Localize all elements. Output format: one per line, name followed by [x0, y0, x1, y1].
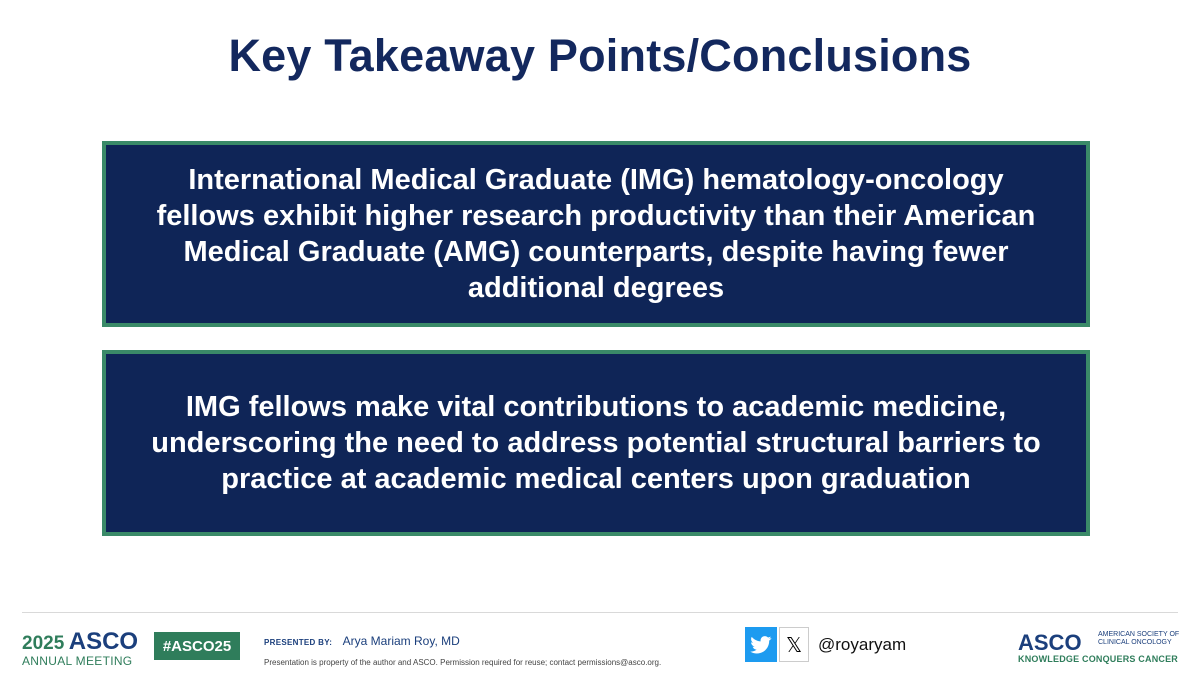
meeting-brand: ASCO: [68, 628, 139, 655]
presenter-name: Arya Mariam Roy, MD: [342, 634, 460, 648]
society-tagline: KNOWLEDGE CONQUERS CANCER: [1018, 654, 1179, 664]
takeaway-text: International Medical Graduate (IMG) hematology-oncology fellows exhibit higher research productivity than their American Medical Graduate (AMG) counterparts, despite having fewer additional degrees: [156, 164, 1036, 304]
society-brand: ASCO: [1018, 630, 1082, 655]
social-handle: @royaryam: [818, 635, 907, 654]
takeaway-box: [102, 350, 1090, 536]
footer-divider: [22, 612, 1178, 613]
asco-annual-meeting-logo: [22, 628, 142, 668]
copyright-notice: Presentation is property of the author and ASCO. Permission required for reuse; contact permissions@asco.org.: [264, 658, 662, 667]
meeting-subtitle: ANNUAL MEETING: [22, 654, 133, 668]
asco-society-logo: [1018, 630, 1180, 666]
society-name: AMERICAN SOCIETY OF CLINICAL ONCOLOGY: [1098, 631, 1180, 646]
twitter-icon: [745, 627, 777, 662]
hashtag-badge: #ASCO25: [154, 632, 240, 660]
presenter-block: [264, 632, 661, 667]
x-icon: 𝕏: [779, 627, 809, 662]
slide-title: Key Takeaway Points/Conclusions: [228, 30, 972, 81]
takeaway-text: IMG fellows make vital contributions to academic medicine, underscoring the need to address potential structural barriers to practice at academic medical centers upon graduation: [151, 391, 1041, 495]
takeaway-box: [102, 141, 1090, 327]
meeting-year: 2025: [22, 633, 65, 654]
presented-by-label: PRESENTED BY:: [264, 638, 333, 647]
